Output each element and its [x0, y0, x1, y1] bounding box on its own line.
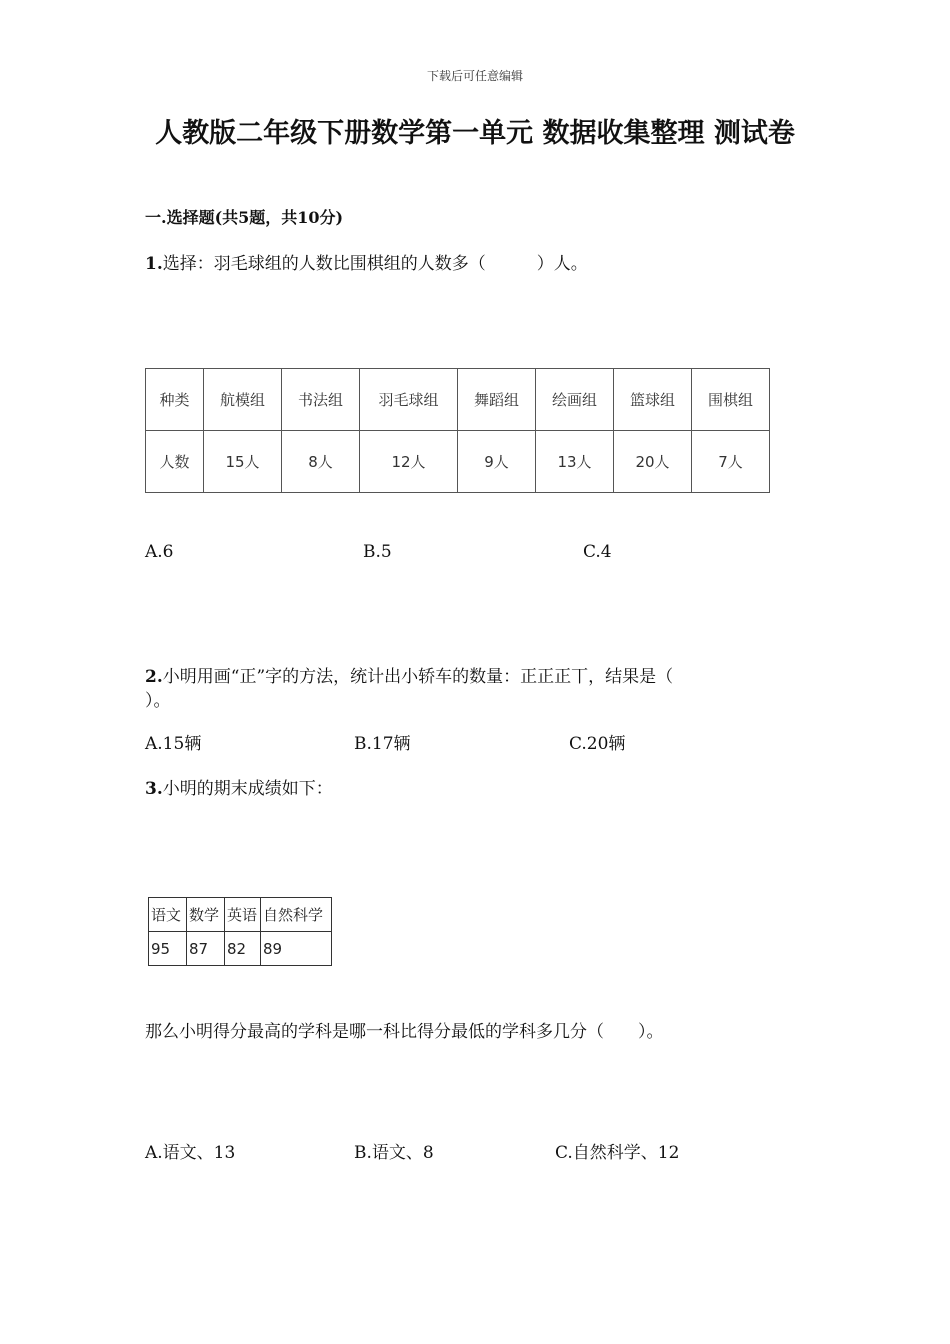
question-2-continued: ）。 — [145, 691, 171, 711]
table-cell: 围棋组 — [692, 369, 770, 431]
table-cell: 89 — [261, 932, 332, 966]
question-3-prompt: 那么小明得分最高的学科是哪一科比得分最低的学科多几分（ ）。 — [145, 1022, 664, 1042]
table-cell: 种类 — [146, 369, 204, 431]
table-cell: 95 — [149, 932, 187, 966]
group-count-table — [145, 368, 770, 493]
page-title: 人教版二年级下册数学第一单元 数据收集整理 测试卷 — [155, 118, 795, 149]
table-cell: 数学 — [187, 898, 225, 932]
table-cell: 书法组 — [282, 369, 360, 431]
question-2 — [145, 662, 673, 687]
option-b: B.17辆 — [354, 734, 411, 754]
question-text: 小明用画“正”字的方法，统计出小轿车的数量：正正正丅，结果是（ — [162, 667, 674, 687]
question-text: 选择：羽毛球组的人数比围棋组的人数多（ ）人。 — [162, 254, 588, 274]
option-a: A.语文、13 — [145, 1143, 236, 1163]
score-table — [148, 897, 332, 966]
table-row — [146, 431, 770, 493]
table-cell: 自然科学 — [261, 898, 332, 932]
question-text: 小明的期末成绩如下： — [162, 779, 333, 799]
option-c: C.4 — [583, 542, 612, 562]
table-cell: 82 — [225, 932, 261, 966]
table-row — [149, 932, 332, 966]
option-a: A.15辆 — [145, 734, 202, 754]
question-number: 1. — [145, 254, 163, 274]
question-3 — [145, 774, 333, 799]
table-cell: 20人 — [614, 431, 692, 493]
table-cell: 篮球组 — [614, 369, 692, 431]
table-cell: 87 — [187, 932, 225, 966]
table-cell: 15人 — [204, 431, 282, 493]
table-cell: 语文 — [149, 898, 187, 932]
option-b: B.5 — [363, 542, 392, 562]
table-cell: 绘画组 — [536, 369, 614, 431]
question-1 — [145, 249, 588, 274]
option-c: C.20辆 — [569, 734, 626, 754]
section-heading: 一.选择题(共5题，共10分) — [145, 208, 344, 227]
table-cell: 7人 — [692, 431, 770, 493]
table-cell: 8人 — [282, 431, 360, 493]
table-cell: 12人 — [360, 431, 458, 493]
table-cell: 9人 — [458, 431, 536, 493]
question-number: 3. — [145, 779, 163, 799]
table-cell: 航模组 — [204, 369, 282, 431]
table-cell: 舞蹈组 — [458, 369, 536, 431]
table-cell: 英语 — [225, 898, 261, 932]
table-header-row — [149, 898, 332, 932]
question-number: 2. — [145, 667, 163, 687]
table-header-row — [146, 369, 770, 431]
option-a: A.6 — [145, 542, 174, 562]
option-b: B.语文、8 — [354, 1143, 434, 1163]
option-c: C.自然科学、12 — [555, 1143, 680, 1163]
table-cell: 13人 — [536, 431, 614, 493]
table-cell: 羽毛球组 — [360, 369, 458, 431]
table-cell: 人数 — [146, 431, 204, 493]
page-header: 下载后可任意编辑 — [426, 69, 523, 83]
